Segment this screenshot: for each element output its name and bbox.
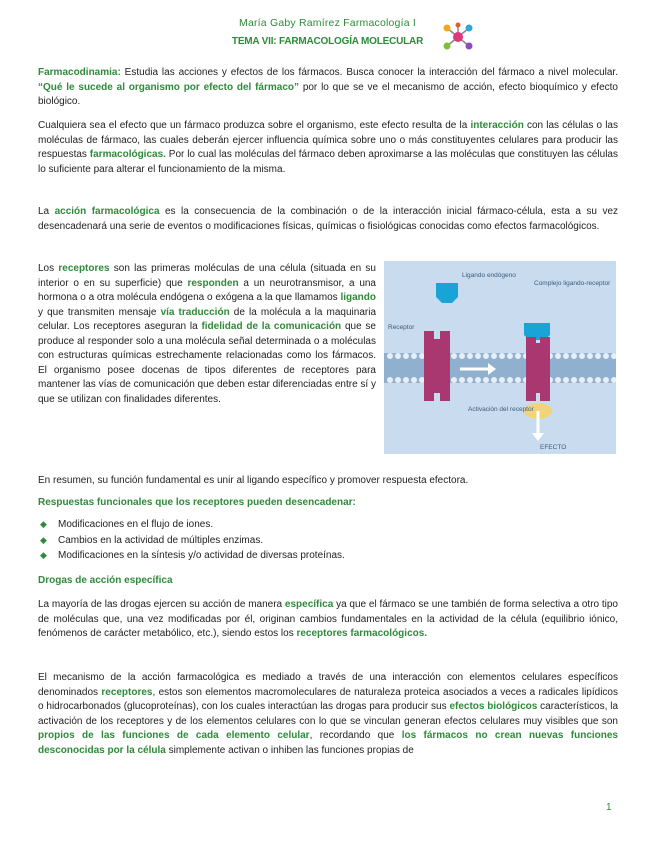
keyword-especifica: específica bbox=[284, 599, 334, 610]
header-title: TEMA VII: FARMACOLOGÍA MOLECULAR bbox=[231, 36, 424, 47]
diamond-bullet-icon: ◆ bbox=[40, 550, 47, 560]
inactive-receptor-shape bbox=[424, 331, 450, 401]
keyword-farmacologicas: farmacológicas. bbox=[89, 149, 166, 160]
keyword-interaccion: interacción bbox=[470, 120, 524, 131]
diamond-bullet-icon: ◆ bbox=[40, 519, 47, 529]
keyword-no-crean: los fármacos no crean nuevas funciones desconocidas por la célula bbox=[38, 730, 618, 756]
paragraph-accion-farmacologica: La acción farmacológica es la consecuencia de la combinación o de la interacción inicial fármaco-célula, esta a su vez desencadenará una serie de eventos o modificaciones físicas, químicas o fisiológicas conocidas como efectos farmacológicos. bbox=[38, 206, 619, 232]
paragraph-farmacodinamia: Farmacodinamia: Estudia las acciones y efectos de los fármacos. Busca conocer la interacción del fármaco a nivel molecular. “Qué le sucede al organismo por efecto del fármaco” por lo que se ve el mecanismo de acción, efecto bioquímico y efecto biológico. bbox=[38, 67, 618, 107]
molecule-logo-icon bbox=[441, 22, 475, 52]
paragraph-efecto: Cualquiera sea el efecto que un fármaco produzca sobre el organismo, este efecto resulta de la interacción con las células o las moléculas de fármaco, las cuales deberán ejercer influencia química sobre uno o más constituyentes celulares para producir las respuestas farmacológicas. Por lo cual las moléculas del fármaco deben aproximarse a las moléculas que constituyen las células lo suficiente para alterar el funcionamiento de la misma. bbox=[38, 120, 618, 175]
label-activation: Activación del receptor bbox=[468, 406, 534, 413]
list-item: ◆ Modificaciones en la síntesis y/o actividad de diversas proteínas. bbox=[38, 548, 598, 564]
active-receptor-shape bbox=[526, 337, 550, 401]
diamond-bullet-icon: ◆ bbox=[40, 534, 47, 545]
keyword-via-traduccion: vía traducción bbox=[160, 306, 230, 318]
heading-respuestas: Respuestas funcionales que los receptores pueden desencadenar: bbox=[38, 497, 356, 508]
keyword-ligando: ligando bbox=[340, 292, 376, 303]
label-effect: EFECTO bbox=[540, 444, 567, 451]
page-number: 1 bbox=[606, 802, 612, 813]
list-item: ◆ Modificaciones en el flujo de iones. bbox=[38, 517, 598, 533]
term-farmacodinamia: Farmacodinamia: bbox=[38, 67, 121, 78]
keyword-receptores-2: receptores bbox=[101, 686, 153, 698]
bullet-list bbox=[38, 517, 598, 564]
paragraph-resumen: En resumen, su función fundamental es unir al ligando específico y promover respuesta efectora. bbox=[38, 475, 469, 486]
keyword-accion-farmacologica: acción farmacológica bbox=[54, 206, 160, 217]
keyword-receptores: receptores bbox=[58, 263, 110, 274]
paragraph-receptores: Los receptores son las primeras moléculas de una célula (situada en su interior o en su superficie) que responden a un neurotransmisor, a una hormona o a otra molécula endógena o exógena a la que llamamos ligando y que transmiten mensaje vía traducción de la molécula a la maquinaria celular. Los receptores aseguran la fidelidad de la comunicación que se produce al responder solo a una molécula señal determinada o a moléculas con estructuras químicas estrechamente relacionadas como los fármacos. El organismo posee docenas de tipos diferentes de receptores para mantener las vías de comunicación que deben estar diferenciadas entre sí y que se utilizan con finalidades diferentes. bbox=[38, 263, 377, 405]
paragraph-mecanismo: El mecanismo de la acción farmacológica es mediado a través de una interacción con elementos celulares específicos denominados receptores, estos son elementos macromoleculares de naturaleza proteica asociados a veces a radicales lipídicos o hidrocarbonados (glucoproteínas), con los cuales interactúan las drogas para producir sus efectos biológicos característicos, la activación de los receptores y de los elementos celulares con lo que se vinculan generan efectos celulares muy visibles que son propios de las funciones de cada elemento celular, recordando que los fármacos no crean nuevas funciones desconocidas por la célula simplemente activan o inhiben las funciones propias de bbox=[38, 672, 619, 756]
keyword-efectos-biologicos: efectos biológicos bbox=[449, 701, 538, 712]
label-receptor: Receptor bbox=[388, 324, 415, 331]
quote-highlight: “Qué le sucede al organismo por efecto del fármaco” bbox=[38, 81, 300, 93]
receptor-figure bbox=[384, 261, 616, 454]
heading-drogas: Drogas de acción específica bbox=[38, 575, 173, 586]
list-item: ◆ Cambios en la actividad de múltiples enzimas. bbox=[38, 533, 598, 549]
keyword-responden: responden bbox=[187, 277, 239, 289]
keyword-receptores-farmacologicos: receptores farmacológicos. bbox=[296, 628, 428, 639]
header-author: María Gaby Ramírez Farmacología I bbox=[239, 17, 416, 29]
paragraph-drogas: La mayoría de las drogas ejercen su acción de manera específica ya que el fármaco se une también de forma selectiva a otro tipo de moléculas que, una vez modificadas por él, originan cambios fundamentales en la actividad de la célula (equilibrio iónico, fenómenos de carácter metabólico, etc.), siendo estos los receptores farmacológicos. bbox=[38, 599, 618, 639]
label-ligand: Ligando endógeno bbox=[462, 272, 516, 279]
free-ligand-shape bbox=[436, 283, 458, 303]
keyword-propios: propios de las funciones de cada elemento celular bbox=[38, 730, 310, 741]
keyword-fidelidad: fidelidad de la comunicación bbox=[201, 321, 342, 332]
label-complex: Complejo ligando-receptor bbox=[534, 280, 611, 287]
